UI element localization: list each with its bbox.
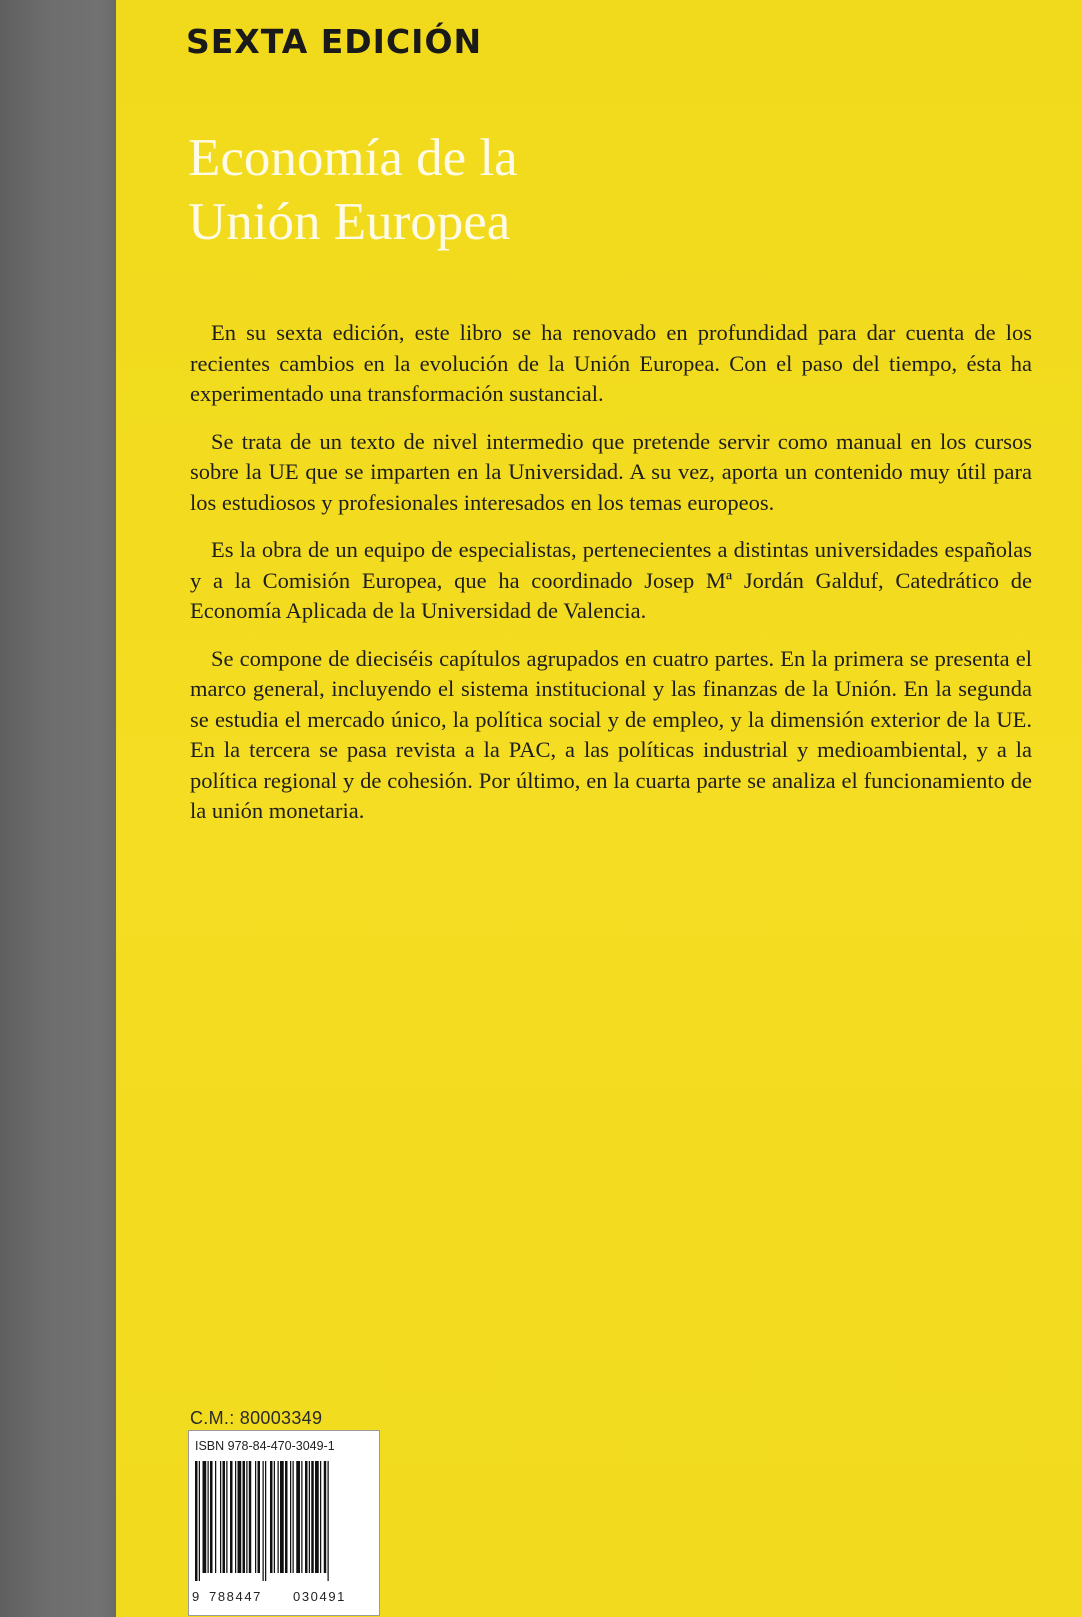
ean-first-digit: 9 (192, 1589, 200, 1604)
gray-spine-strip (0, 0, 116, 1617)
book-title-line-1: Economía de la (188, 129, 518, 187)
ean-left-group: 788447 (209, 1589, 262, 1604)
cm-code: C.M.: 80003349 (190, 1408, 323, 1428)
isbn-text: ISBN 978-84-470-3049-1 (195, 1439, 335, 1453)
barcode-label (188, 1430, 380, 1616)
book-title (188, 126, 888, 254)
ean-right-group: 030491 (293, 1589, 346, 1604)
blurb-paragraph-2: Se trata de un texto de nivel intermedio que pretende servir como manual en los cursos sobre la UE que se imparten en la Universidad. A su vez, aporta un contenido muy útil para los estudiosos y profesionales interesados en los temas europeos. (190, 428, 1032, 515)
book-title-line-2: Unión Europea (188, 193, 511, 251)
barcode-bars (193, 1461, 375, 1581)
blurb-paragraph-1: En su sexta edición, este libro se ha renovado en profundidad para dar cuenta de los recientes cambios en la evolución de la Unión Europea. Con el paso del tiempo, ésta ha experimentado una transformación sustancial. (190, 320, 1032, 406)
blurb-paragraph-3: Es la obra de un equipo de especialistas, pertenecientes a distintas universidades españolas y a la Comisión Europea, que ha coordinado Josep Mª Jordán Galduf, Catedrático de Economía Aplicada de la Universidad de Valencia. (190, 537, 1032, 623)
edition-label: SEXTA EDICIÓN (186, 22, 483, 61)
blurb-text (190, 318, 1032, 844)
blurb-paragraph-4: Se compone de dieciséis capítulos agrupados en cuatro partes. En la primera se presenta el marco general, incluyendo el sistema institucional y las finanzas de la Unión. En la segunda se estudia el mercado único, la política social y de empleo, y la dimensión exterior de la UE. En la tercera se pasa revista a la PAC, a las políticas industrial y medioambiental, y a la política regional y de cohesión. Por último, en la cuarta parte se analiza el funcionamiento de la unión monetaria. (190, 645, 1032, 823)
